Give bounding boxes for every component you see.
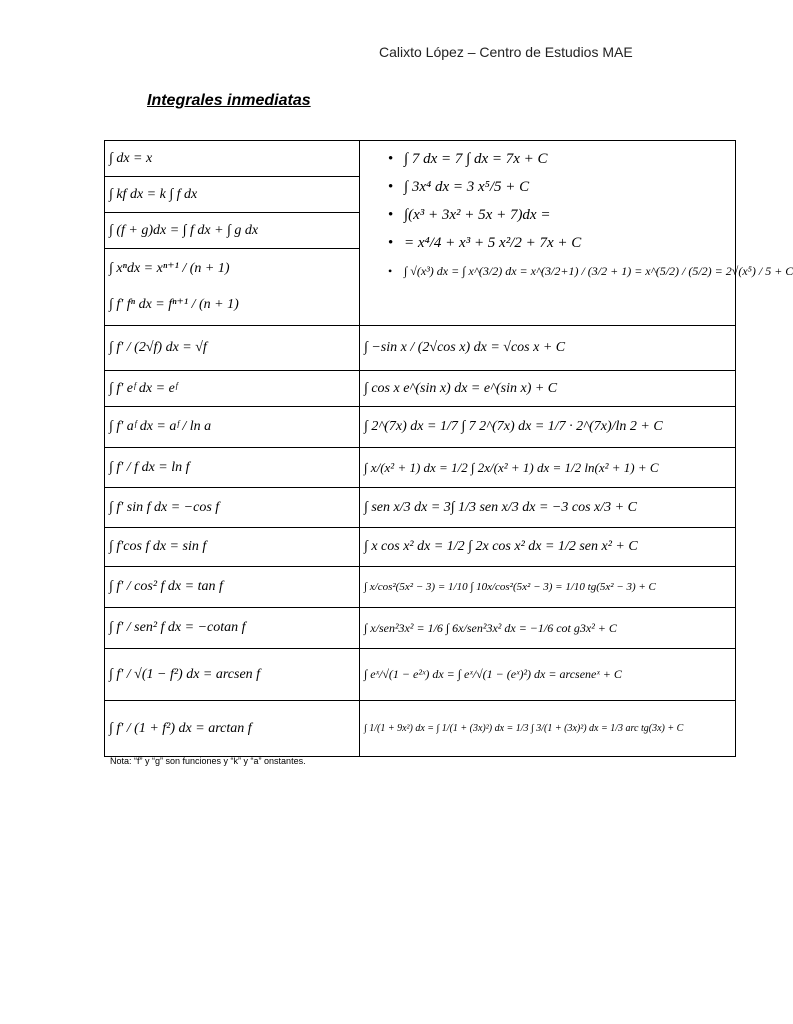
- list-item: • ∫ 7 dx = 7 ∫ dx = 7x + C: [388, 145, 731, 173]
- table-row: [105, 326, 736, 371]
- table-row: [105, 488, 736, 528]
- formula-cell: ∫ dx = x: [105, 141, 360, 177]
- example-cell: ∫ x cos x² dx = 1/2 ∫ 2x cos x² dx = 1/2 sen x² + C: [360, 528, 736, 567]
- formula-line: ∫ xⁿdx = xⁿ⁺¹ / (n + 1): [109, 261, 230, 276]
- table-row: [105, 701, 736, 757]
- example-cell: ∫ x/(x² + 1) dx = 1/2 ∫ 2x/(x² + 1) dx = 1/2 ln(x² + 1) + C: [360, 448, 736, 488]
- example-cell: ∫ −sin x / (2√cos x) dx = √cos x + C: [360, 326, 736, 371]
- formula-cell: ∫ f′ eᶠ dx = eᶠ: [105, 371, 360, 407]
- list-item: • = x⁴/4 + x³ + 5 x²/2 + 7x + C: [388, 229, 731, 257]
- table-row: [105, 371, 736, 407]
- table-row: [105, 608, 736, 649]
- table-row: [105, 528, 736, 567]
- integrals-table: [104, 140, 793, 757]
- footnote: Nota: “f” y “g” son funciones y “k” y “a” onstantes.: [110, 756, 306, 766]
- formula-cell: ∫ (f + g)dx = ∫ f dx + ∫ g dx: [105, 213, 360, 249]
- list-item: • ∫ 3x⁴ dx = 3 x⁵/5 + C: [388, 173, 731, 201]
- table-row: [105, 141, 736, 177]
- formula-cell: ∫ kf dx = k ∫ f dx: [105, 177, 360, 213]
- formula-cell: ∫ f′ aᶠ dx = aᶠ / ln a: [105, 407, 360, 448]
- formula-line: ∫ f′ fⁿ dx = fⁿ⁺¹ / (n + 1): [109, 297, 239, 312]
- formula-cell: ∫ f′ / sen² f dx = −cotan f: [105, 608, 360, 649]
- examples-cell: [360, 141, 793, 326]
- formula-cell: ∫ f′ / (1 + f²) dx = arctan f: [105, 701, 360, 757]
- table-row: [105, 407, 736, 448]
- formula-cell: ∫ f′ / (2√f) dx = √f: [105, 326, 360, 371]
- example-cell: ∫ sen x/3 dx = 3∫ 1/3 sen x/3 dx = −3 cos x/3 + C: [360, 488, 736, 528]
- formula-cell: ∫ f′ sin f dx = −cos f: [105, 488, 360, 528]
- example-cell: ∫ x/cos²(5x² − 3) = 1/10 ∫ 10x/cos²(5x² − 3) = 1/10 tg(5x² − 3) + C: [360, 567, 736, 608]
- table-row: [105, 649, 736, 701]
- page-title: Integrales inmediatas: [147, 92, 311, 109]
- example-cell: ∫ eˣ/√(1 − e²ˣ) dx = ∫ eˣ/√(1 − (eˣ)²) dx = arcseneˣ + C: [360, 649, 736, 701]
- formula-cell: ∫ f′cos f dx = sin f: [105, 528, 360, 567]
- example-cell: ∫ 1/(1 + 9x²) dx = ∫ 1/(1 + (3x)²) dx = 1/3 ∫ 3/(1 + (3x)²) dx = 1/3 arc tg(3x) + C: [360, 701, 736, 757]
- list-item: • ∫(x³ + 3x² + 5x + 7)dx =: [388, 201, 731, 229]
- list-item: • ∫ √(x³) dx = ∫ x^(3/2) dx = x^(3/2+1) / (3/2 + 1) = x^(5/2) / (5/2) = 2√(x⁵) / 5 + C: [388, 257, 731, 285]
- example-cell: ∫ cos x e^(sin x) dx = e^(sin x) + C: [360, 371, 736, 407]
- examples-list: [364, 141, 793, 285]
- formula-cell: [105, 249, 360, 326]
- example-cell: ∫ 2^(7x) dx = 1/7 ∫ 7 2^(7x) dx = 1/7 · 2^(7x)/ln 2 + C: [360, 407, 736, 448]
- formula-cell: ∫ f′ / √(1 − f²) dx = arcsen f: [105, 649, 360, 701]
- example-cell: ∫ x/sen²3x² = 1/6 ∫ 6x/sen²3x² dx = −1/6 cot g3x² + C: [360, 608, 736, 649]
- formula-cell: ∫ f′ / cos² f dx = tan f: [105, 567, 360, 608]
- formula-cell: ∫ f′ / f dx = ln f: [105, 448, 360, 488]
- table-row: [105, 567, 736, 608]
- page-header: Calixto López – Centro de Estudios MAE: [379, 44, 633, 60]
- table-row: [105, 448, 736, 488]
